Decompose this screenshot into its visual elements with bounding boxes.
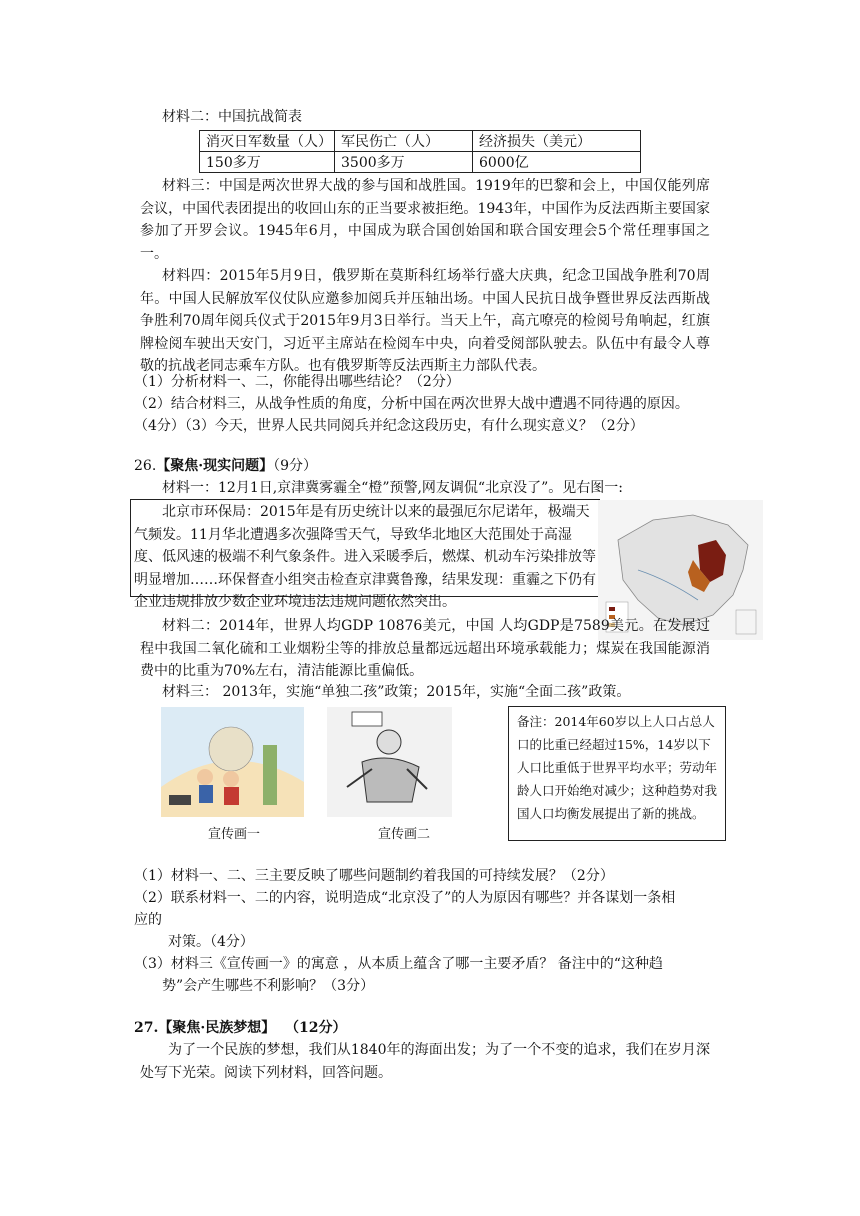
q26-part2: （2）联系材料一、二的内容，说明造成“北京没了”的人为原因有哪些？并各谋划一条相 [134,890,676,906]
q27-intro: 为了一个民族的梦想，我们从1840年的海面出发；为了一个不变的追求，我们在岁月深处写下光荣。阅读下列材料，回答问题。 [140,1042,710,1081]
q25-part2-3: （4分）（3）今天，世界人民共同阅兵并纪念这段历史，有什么现实意义？（2分） [134,418,644,434]
q26-score: （9分） [273,458,318,474]
q26-heading [134,455,317,475]
q26-number: 26. [134,458,157,474]
table-header-row [200,131,641,152]
q26-part3: （3）材料三《宣传画一》的寓意 ，从本质上蕴含了哪一主要矛盾？ 备注中的“这种趋 [134,956,663,972]
env-bureau-box [130,499,600,610]
q26-part2-end: 对策。（4分） [168,934,254,950]
poster-one-caption: 宣传画一 [208,827,261,842]
table-header: 消灭日军数量（人） [200,131,335,152]
poster-two-caption: 宣传画二 [378,827,431,842]
table-header: 军民伤亡（人） [335,131,473,152]
q26-part2-cont: 应的 [134,912,162,928]
q26-material-two: 材料二：2014年，世界人均GDP 10876美元，中国 人均GDP是7589美元。在发展过程中我国二氧化硫和工业烟粉尘等的排放总量都远远超出环境承载能力；煤炭在我国能源消费中的比重为70%左右，清洁能源比重偏低。 [140,618,710,679]
q26-part3-end: 势”会产生哪些不利影响？（3分） [162,978,375,994]
poster-one-image [161,707,304,817]
poster-two-image [327,707,452,817]
war-summary-table [199,130,641,173]
q27-heading [134,1017,346,1037]
q26-part1: （1）材料一、二、三主要反映了哪些问题制约着我国的可持续发展？（2分） [134,868,614,884]
table-row [200,152,641,173]
q27-score: （12分） [284,1020,347,1036]
table-cell: 6000亿 [473,152,641,173]
table-cell: 150多万 [200,152,335,173]
table-cell: 3500多万 [335,152,473,173]
q26-material-one: 材料一：12月1日,京津冀雾霾全“橙”预警,网友调侃“北京没了”。见右图一: [162,480,623,496]
env-bureau-text: 北京市环保局：2015年是有历史统计以来的最强厄尔尼诺年，极端天气频发。11月华北遭遇多次强降雪天气，导致华北地区大范围处于高湿度、低风速的极端不利气象条件。进入采暖季后，燃煤、机动车污染排放等明显增加……环保督查小组突击检查京津冀鲁豫，结果发现：重霾之下仍有企业违规排放少数企业环境违法违规问题依然突出。 [134,504,596,610]
material-two-title: 材料二：中国抗战简表 [162,109,302,125]
q27-title: 27.【聚焦·民族梦想】 [134,1020,276,1036]
q26-material-three: 材料三： 2013年，实施“单独二孩”政策；2015年，实施“全面二孩”政策。 [162,684,631,700]
table-header: 经济损失（美元） [473,131,641,152]
material-three: 材料三：中国是两次世界大战的参与国和战胜国。1919年的巴黎和会上，中国仅能列席会议，中国代表团提出的收回山东的正当要求被拒绝。1943年，中国作为反法西斯主要国家参加了开罗会议。1945年6月，中国成为联合国创始国和联合国安理会5个常任理事国之一。 [140,178,710,262]
population-note-box [508,706,726,841]
material-four: 材料四：2015年5月9日，俄罗斯在莫斯科红场举行盛大庆典，纪念卫国战争胜利70周年。中国人民解放军仪仗队应邀参加阅兵并压轴出场。中国人民抗日战争暨世界反法西斯战争胜利70周年阅兵仪式于2015年9月3日举行。当天上午，高亢嘹亮的检阅号角响起，红旗牌检阅车驶出天安门，习近平主席站在检阅车中央，向着受阅部队驶去。队伍中有最令人尊敬的抗战老同志乘车方队。也有俄罗斯等反法西斯主力部队代表。 [140,268,710,374]
q25-part2: （2）结合材料三，从战争性质的角度，分析中国在两次世界大战中遭遇不同待遇的原因。 [134,396,689,412]
q25-part1: （1）分析材料一、二，你能得出哪些结论？（2分） [134,374,460,390]
population-note-text: 备注：2014年60岁以上人口占总人口的比重已经超过15%，14岁以下人口比重低于世界平均水平；劳动年龄人口开始绝对减少；这种趋势对我国人口均衡发展提出了新的挑战。 [517,714,718,821]
q26-title: 【聚焦·现实问题】 [156,458,274,474]
